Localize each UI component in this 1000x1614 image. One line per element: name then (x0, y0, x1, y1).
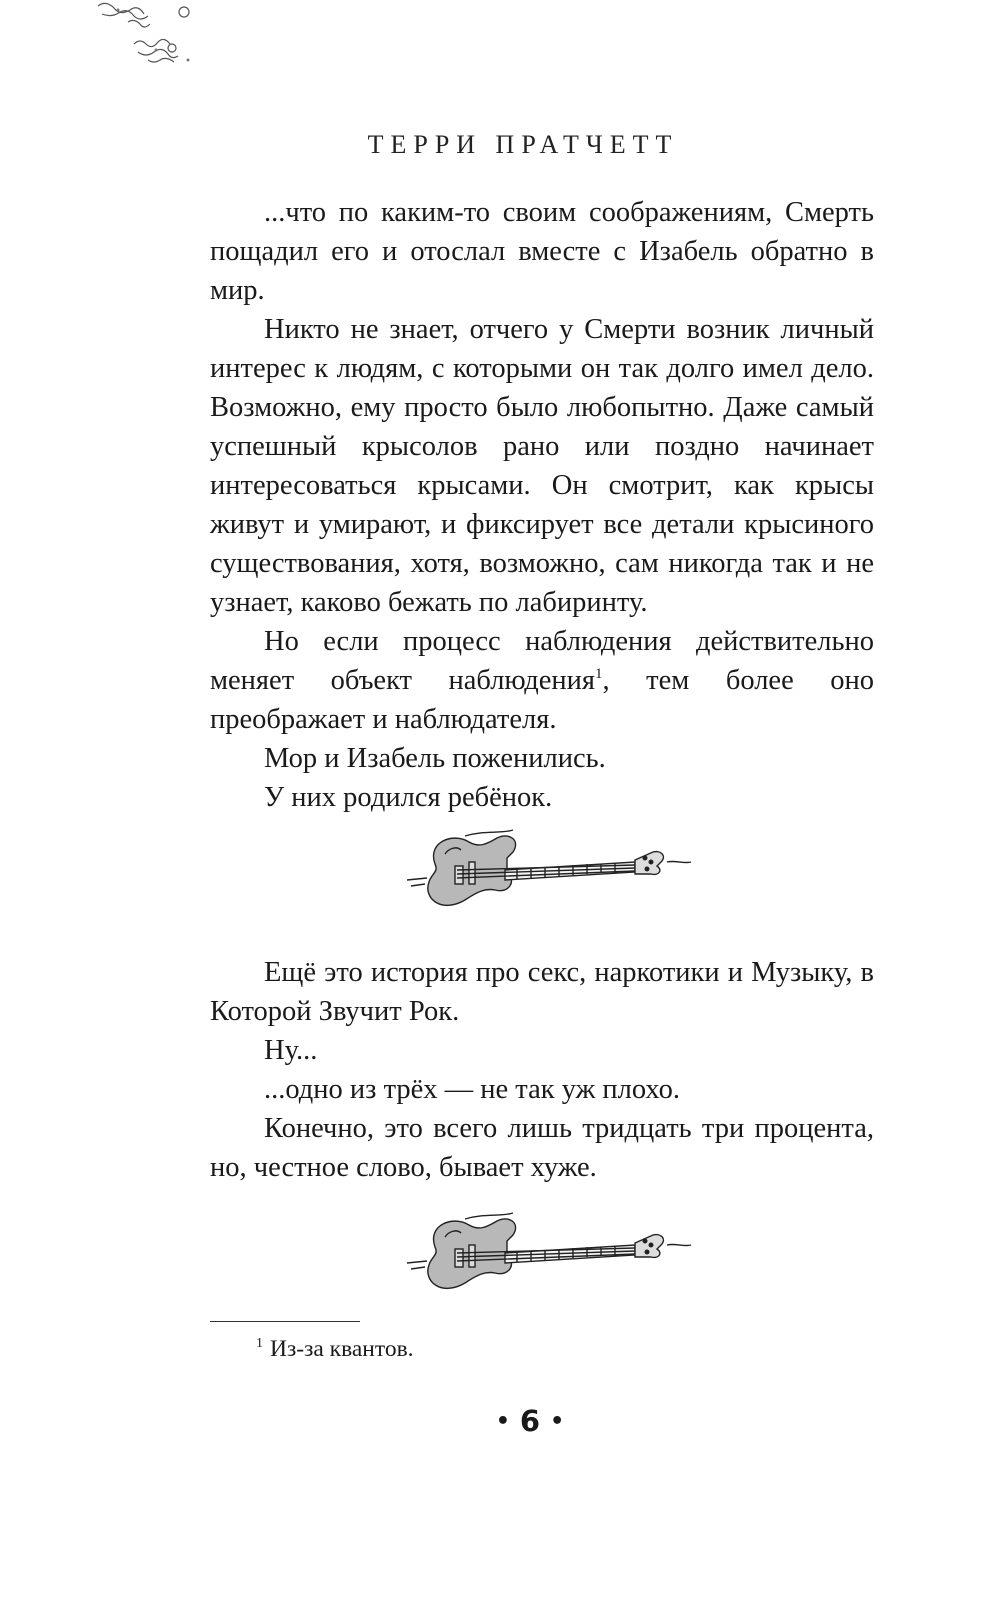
paragraph: Конечно, это всего лишь тридцать три процента, но, честное слово, бывает хуже. (210, 1113, 874, 1183)
footnote-divider (210, 1321, 360, 1322)
paragraph: Ну... (264, 1035, 318, 1066)
electric-guitar-icon (405, 822, 695, 912)
paragraph: У них родился ребёнок. (264, 782, 553, 813)
paragraph-text: , тем более оно преображает и наблюдателя. (210, 665, 874, 735)
paragraph: ...одно из трёх — не так уж плохо. (264, 1074, 680, 1105)
paragraph: Ещё это история про секс, наркотики и Музыку, в Которой Звучит Рок. (210, 957, 874, 1027)
paragraph-text: Но если процесс наблюдения действительно меняет объект наблюдения (210, 626, 874, 696)
paragraph: Никто не знает, отчего у Смерти возник личный интерес к людям, с которыми он так долго имел дело. Возможно, ему просто было любопытно. Даже самый успешный крысолов рано или поздно начинает интересоваться крысами. Он смотрит, как крысы живут и умирают, и фиксирует все детали крысиного существования, хотя, возможно, сам никогда так и не узнает, каково бежать по лабиринту. (210, 314, 874, 618)
corner-doodle-icon (88, 0, 208, 78)
paragraph: Мор и Изабель поженились. (264, 743, 606, 774)
footnote-reference[interactable]: 1 (595, 666, 603, 682)
footnote-text: Из-за квантов. (270, 1336, 414, 1362)
bullet-icon: • (550, 1409, 565, 1434)
electric-guitar-icon (405, 1205, 695, 1295)
page-number-value: 6 (519, 1404, 541, 1438)
paragraph-with-footnote (210, 622, 874, 739)
paragraph: ...что по каким-то своим соображениям, Смерть пощадил его и отослал вместе с Изабель обратно в мир. (210, 197, 874, 306)
footnote-marker: 1 (256, 1336, 263, 1351)
footnote (256, 1332, 414, 1366)
page-number (0, 1404, 1000, 1438)
main-text-section-1 (210, 193, 874, 817)
main-text-section-2 (210, 953, 874, 1187)
running-head-author: ТЕРРИ ПРАТЧЕТТ (367, 130, 679, 159)
bullet-icon: • (495, 1409, 510, 1434)
